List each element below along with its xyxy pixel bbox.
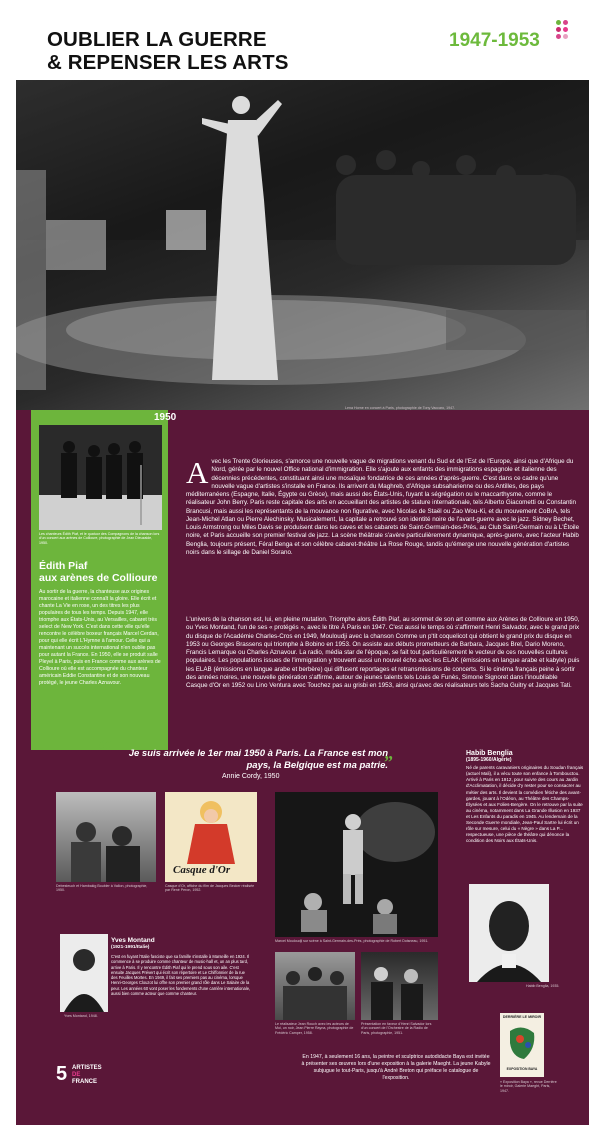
- rouch-caption: Le réalisateur Jean Rouch avec les acteurs de Moi, un noir, Jean Pierre Rayna, photographie de Frédéric Camper, 1958.: [275, 1022, 354, 1035]
- mouloudji-photo: [275, 792, 438, 937]
- piaf-photo: [39, 425, 162, 530]
- hero-caption: Lena Horne en concert à Paris, photographie de Tony Vaccaro, 1947.: [345, 406, 456, 410]
- quote-close-icon: ”: [384, 752, 393, 772]
- sidebar-body: Au sortir de la guerre, la chanteuse aux origines marocaine et italienne connaît la gloire. Elle écrit et chante La Vie en rose, un des titres les plus populaires de tous les temps. Depuis 1947, elle triomphe aux États-Unis, au Versailles, cabaret très select de New York. C'est dans cette ville qu'elle rencontre le célèbre boxeur français Marcel Cerdan, pour qui elle écrit L'Hymne à l'amour. Celle qui a maintenant un succès international n'en oublie pas pour autant la France. En 1950, elle se produit salle Pleyel à Paris, puis en France comme aux arènes de Collioure où elle est accompagnée du chanteur américain Eddie Constantine et de son nouveau protégé, le jeune Charles Aznavour.: [39, 589, 161, 686]
- yves-photo-caption: Yves Montand, 1948.: [64, 1014, 98, 1018]
- baya-poster-top: DERRIÈRE LE MIROIR: [502, 1015, 542, 1019]
- baya-poster: [500, 1013, 544, 1077]
- logo-number: 5: [56, 1063, 68, 1085]
- artistes-de-france-logo: [56, 1063, 102, 1086]
- poster-title: Casque d'Or: [173, 864, 231, 876]
- casque-dor-poster: [165, 792, 257, 882]
- mouloudji-caption: Marcel Mouloudji sur scène à Saint-Germain-des-Prés, photographie de Robert Doisneau, 1951.: [275, 939, 429, 943]
- habib-name: Habib Benglia: [466, 750, 513, 757]
- title-line-2: & REPENSER LES ARTS: [47, 51, 289, 74]
- page-title: [47, 28, 288, 74]
- salvador-caption: Présentation en faveur d'Henri Salvador lors d'un concert de l'Orchestre de la Radio de Paris, photographie, 1951.: [361, 1022, 432, 1035]
- dots-logo-icon: [556, 20, 570, 50]
- habib-photo-caption: Habib Benglia, 1935.: [526, 984, 560, 988]
- logo-line-2: DE: [72, 1072, 81, 1078]
- yves-name: Yves Montand: [111, 937, 155, 944]
- habib-dates: (1895-1960/Algérie): [466, 757, 512, 764]
- boxers-photo: [56, 792, 156, 882]
- sidebar-title-line-2: aux arènes de Collioure: [39, 572, 158, 584]
- main-paragraph-1: [186, 455, 580, 557]
- logo-line-1: ARTISTES: [72, 1065, 102, 1071]
- rouch-photo: [275, 952, 355, 1020]
- title-line-1: OUBLIER LA GUERRE: [47, 28, 267, 51]
- salvador-photo: [361, 952, 438, 1020]
- habib-body: Né de parents caravaniers originaires du Soudan français (actuel Mali), il a vécu toute son enfance à Tombouctou. Arrivé à Paris en 1912, pour suivre des cours au Jardin d'Acclimatation, il décide d'y rester pour se consacrer au métier des arts. Il devient la comédien fétiche des avant-gardes, jouant à l'Odéon, au Théâtre des Champs-Élysées et aux Folies-Bergère. On le retrouve par la suite au cinéma, notamment dans La Grande Illusion en 1937 et Les Enfants du paradis en 1945. Au lendemain de la Seconde Guerre mondiale, Jean-Paul Sartre lui écrit un rôle sur mesure, celui du « Nègre » dans La P... respectueuse, une pièce de théâtre qui dénonce la condition des Noirs aux États-Unis.: [466, 765, 584, 844]
- yves-photo: [60, 934, 108, 1012]
- hero-photo: [16, 80, 589, 410]
- sidebar-title-line-1: Édith Piaf: [39, 560, 88, 572]
- habib-box: [466, 751, 585, 844]
- baya-caption: « Exposition Baya », revue Derrière le miroir, Galerie Maeght, Paris, 1947.: [500, 1080, 557, 1093]
- yves-body: C'est en fuyant l'Italie fasciste que sa famille s'installe à Marseille en 1924. Il commence à se produire comme chanteur de music-hall et, un an plus tard, arrive à Paris. Il y rencontre Édith Piaf qui le prend sous son aile. C'est ensuite Jacques Prévert qui écrit son répertoire et Le Chiffonnier de la rue des Feuilles Mortes. En 1949, il fait ses premiers pas au cinéma, lorsque Henri-Georges Clouzot lui offre son premier grand rôle dans Le Salaire de la peur. Les années 60 vont poser les fondements d'une carrière internationale, aussi bien comme acteur que comme chanteur.: [111, 954, 251, 997]
- quote-author: Annie Cordy, 1950: [222, 773, 280, 780]
- habib-photo: [469, 884, 549, 982]
- piaf-photo-caption: Les chanteurs Édith Piaf, et le quatuor des Compagnons de la chanson lors d'un concert aux arènes de Collioure, photographie de Jean Dieuzaide, 1950.: [39, 532, 160, 545]
- main-paragraph-2: L'univers de la chanson est, lui, en pleine mutation. Triomphe alors Édith Piaf, au sommet de son art comme aux Arènes de Collioure en 1950, ou Yves Montand, l'un de ses « protégés », avec le titre À Paris en 1947. C'est aussi le temps où s'affirment Henri Salvador, avec le grand prix du disque de l'Académie Charles-Cros en 1949, Mouloudji avec la chanson Comme un p'tit coquelicot qui obtient le grand prix du disque en 1953 ou Georges Brassens qui triomphe à Bobino en 1953. On assiste aux débuts prometteurs de Barbara, Jacques Brel, Dario Moreno, Francis Lemarque ou Charles Aznavour. La radio, média star de l'époque, se fait tout particulièrement le vecteur de ces nouvelles cultures populaires. Les populations issues de l'immigration y trouvent aussi un nouvel écho avec les ELAK (émissions en langue arabe et kabyle) puis les ELAB (émissions en langue arabe et berbère) qui diffusent reportages et retransmissions de concerts. Si le cinéma français peine à sortir des années noires, une nouvelle génération s'affirme, autour de jeunes talents tels Louis de Funès, Simone Signoret dans l'inoubliable Casque d'Or en 1952 ou Lino Ventura avec Touchez pas au grisbi en 1953, ainsi qu'avec des réalisateurs tels Sacha Guitry et Jacques Tati.: [186, 616, 580, 689]
- drop-cap: A: [186, 455, 209, 490]
- casque-caption: Casque d'Or, affiche du film de Jacques Becker réalisée par René Peron, 1952.: [165, 884, 255, 893]
- quote-text: Je suis arrivée le 1er mai 1950 à Paris. La France est mon pays, la Belgique est ma patrie.: [128, 748, 388, 771]
- paragraph-1-text: vec les Trente Glorieuses, s'amorce une nouvelle vague de migrations venant du Sud et de l'Est de l'Europe, ainsi que d'Afrique du Nord, gérée par le nouvel Office national d'immigration. Elle s'ajoute aux enfants des immigrations espagnole et italienne des décennies précédentes, constituant ainsi une mosaïque fondatrice de ces années d'après-guerre. C'est dans ce cadre qu'une nouvelle vague d'artistes s'installe en France. Ils arrivent du Maghreb, d'Afrique subsaharienne ou des Antilles, des pays méditerranéens (Espagne, Italie, Égypte ou Grèce), mais aussi des États-Unis, fuyant la ségrégation ou le maccarthysme, comme le réalisateur John Berry. Paris reste capitale des arts en accueillant des artistes de stature internationale, tels Alberto Giacometti ou Constantin Brancusi, mais aussi les représentants de la mouvance non figurative, avec Nicolas de Staël ou Zao Wou-Ki, et du mouvement CoBrA, tels Jean-Michel Atlan ou Pierre Alechinsky. Musicalement, la capitale a retrouvé son identité noire de l'avant-guerre avec le jazz. Sidney Bechet, Louis Armstrong ou Miles Davis se produisent dans les caves et les cabarets de Saint-Germain-des-Prés, au Club Saint-Germain ou à L'Étoile noire, et Paris accueille son premier festival de jazz. La scène théâtrale s'avère particulièrement dynamique, après-guerre, avec l'acteur Habib Benglia, toujours présent, Féral Benga et son célèbre cabaret-théâtre La Rose Rouge, tandis qu'émerge une nouvelle génération d'artistes noirs dans le sillage de Daniel Sorano.: [186, 458, 580, 556]
- quote-open-icon: “: [98, 735, 111, 764]
- sidebar-title: [39, 560, 157, 584]
- boxers-caption: Debesteuch et Hambakig Boubler à Vallon, photographie, 1950.: [56, 884, 148, 893]
- logo-line-3: FRANCE: [72, 1079, 97, 1085]
- sidebar-year: 1950: [154, 412, 177, 423]
- baya-poster-bottom: EXPOSITION BAYA: [506, 1067, 538, 1071]
- baya-text: En 1947, à seulement 16 ans, la peintre et sculptrice autodidacte Baya est invitée à présenter ses œuvres lors d'une exposition à la galerie Maeght. La jeune Kabyle subjugue le tout-Paris, jusqu'à André Breton qui préface le catalogue de l'exposition.: [301, 1054, 491, 1081]
- yves-dates: (1921-1991/Italie): [111, 945, 150, 950]
- years-label: 1947-1953: [449, 30, 540, 51]
